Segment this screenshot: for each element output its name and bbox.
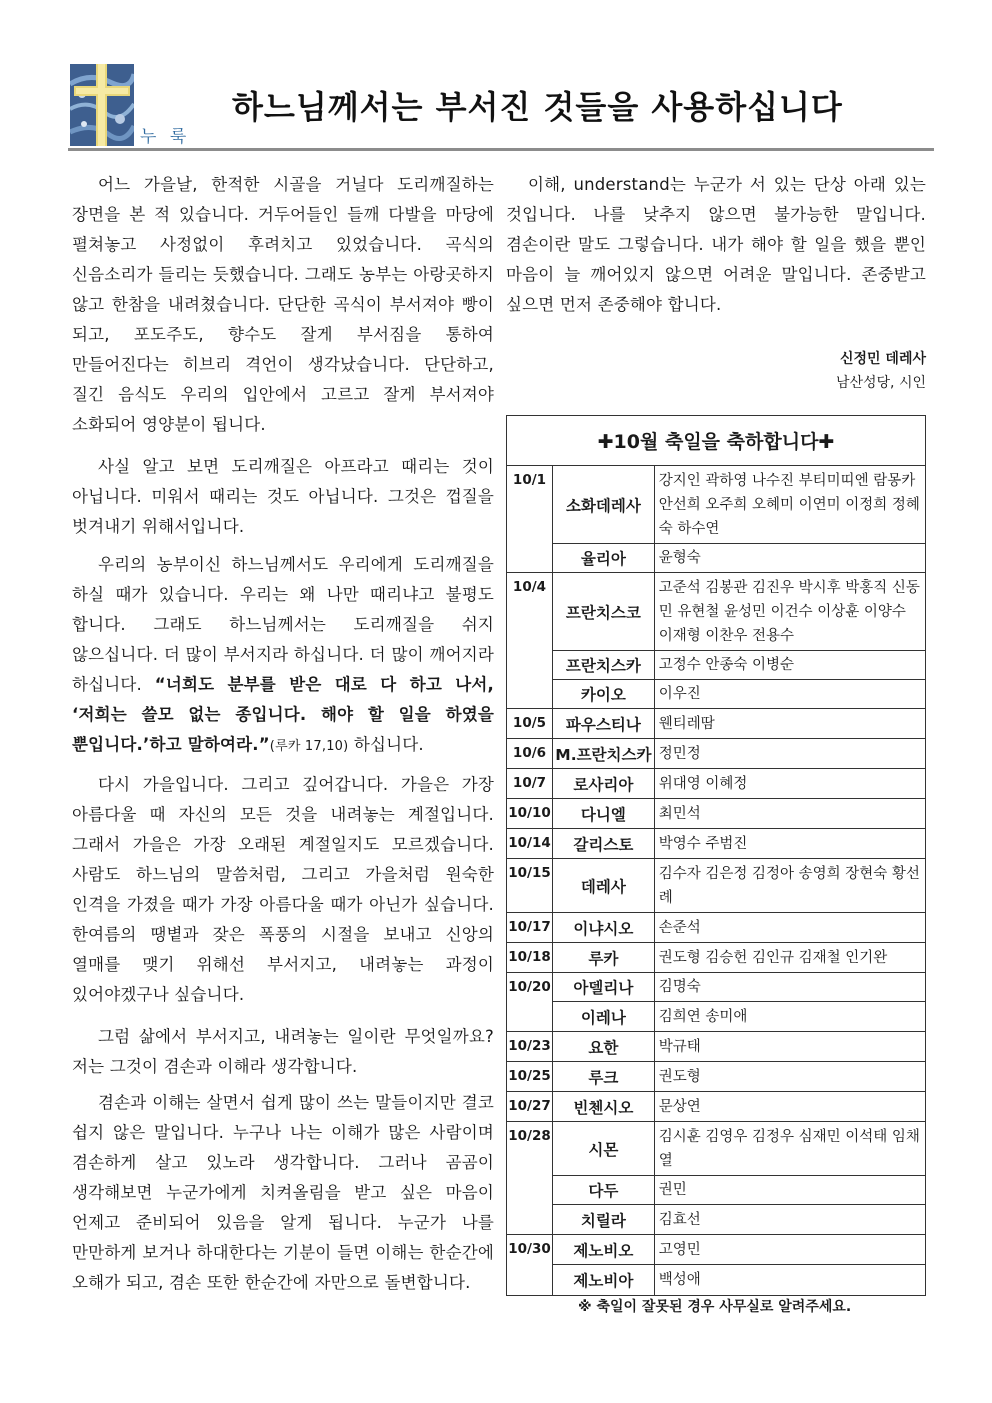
feast-celebrant-names: 김시훈 김영우 김정우 심재민 이석태 임채열 (654, 1122, 925, 1176)
feast-saint-name: 아델리나 (552, 973, 654, 1002)
feast-saint-name: 소화데레사 (552, 466, 654, 544)
table-row (507, 859, 926, 913)
feast-date: 10/17 (507, 913, 553, 943)
table-row (507, 799, 926, 829)
feast-saint-name: 제노비오 (552, 1235, 654, 1265)
feast-date: 10/28 (507, 1122, 553, 1235)
table-row (507, 1122, 926, 1176)
table-row (507, 1032, 926, 1062)
feast-date: 10/23 (507, 1032, 553, 1062)
feast-date: 10/27 (507, 1092, 553, 1122)
article-paragraph: 어느 가을날, 한적한 시골을 거닐다 도리깨질하는 장면을 본 적 있습니다. 거두어들인 들깨 다발을 마당에 펼쳐놓고 사정없이 후려치고 있었습니다. 곡식의 신음소리가 들리는 듯했습니다. 그래도 농부는 아랑곳하지 않고 한참을 내려쳤습니다. 단단한 곡식이 부서져야 빵이 되고, 포도주도, 향수도 잘게 부서짐을 통하여 만들어진다는 히브리 격언이 생각났습니다. 단단하고, 질긴 음식도 우리의 입안에서 고르고 잘게 부서져야 소화되어 영양분이 됩니다. (72, 175, 494, 434)
table-row (507, 466, 926, 544)
paragraph-text: 우리의 농부이신 하느님께서도 우리에게 도리깨질을 하실 때가 있습니다. 우리는 왜 나만 때리냐고 불평도 합니다. 그래도 하느님께서는 도리깨질을 쉬지 않으십니다. 더 많이 부서지라 하십니다. 더 많이 깨어지라 하십니다. (72, 555, 494, 694)
article-paragraph: 겸손과 이해는 살면서 쉽게 많이 쓰는 말들이지만 결코 쉽지 않은 말입니다. 누구나 나는 이해가 많은 사람이며 겸손하게 살고 있노라 생각합니다. 그러나 곰곰이 생각해보면 누군가에게 치켜올림을 받고 싶은 마음이 언제고 준비되어 있음을 알게 됩니다. 누군가 나를 만만하게 보거나 하대한다는 기분이 들면 이해는 한순간에 오해가 되고, 겸손 또한 한순간에 자만으로 돌변합니다. (72, 1093, 494, 1292)
feast-celebrant-names: 김희연 송미애 (654, 1002, 925, 1032)
page-title: 하느님께서는 부서진 것들을 사용하십니다 (232, 88, 843, 126)
feast-saint-name: 로사리아 (552, 769, 654, 799)
feast-saint-name: 이냐시오 (552, 913, 654, 943)
table-row (507, 544, 926, 573)
feast-saint-name: 루카 (552, 943, 654, 973)
scripture-quote: “너희도 분부를 받은 대로 다 하고 나서, ‘저희는 쓸모 없는 종입니다. 해야 할 일을 하였을 뿐입니다.’하고 말하여라.” (72, 675, 495, 754)
page-header (68, 62, 934, 152)
feast-date: 10/18 (507, 943, 553, 973)
feast-celebrant-names: 김수자 김은정 김정아 송영희 장현숙 황선례 (654, 859, 925, 913)
table-row (507, 973, 926, 1002)
feast-celebrant-names: 박영수 주범진 (654, 829, 925, 859)
feast-celebrant-names: 윤형숙 (654, 544, 925, 573)
feast-celebrant-names: 고준석 김봉관 김진우 박시후 박홍직 신동민 유현철 윤성민 이건수 이상훈 이양수 이재형 이찬우 전용수 (654, 573, 925, 651)
table-row (507, 769, 926, 799)
article-paragraph: 사실 알고 보면 도리깨질은 아프라고 때리는 것이 아닙니다. 미워서 때리는 것도 아닙니다. 그것은 껍질을 벗겨내기 위해서입니다. (72, 457, 494, 536)
feast-celebrant-names: 문상연 (654, 1092, 925, 1122)
feast-table-title: ✚10월 축일을 축하합니다✚ (507, 416, 926, 466)
table-row (507, 1062, 926, 1092)
table-row (507, 1205, 926, 1235)
feast-date: 10/1 (507, 466, 553, 573)
table-row (507, 1002, 926, 1032)
feast-saint-name: M.프란치스카 (552, 739, 654, 769)
feast-celebrant-names: 권도형 김승헌 김인규 김재철 인기완 (654, 943, 925, 973)
table-row (507, 651, 926, 680)
feast-saint-name: 이레나 (552, 1002, 654, 1032)
table-row (507, 943, 926, 973)
feast-day-table (506, 415, 926, 1296)
feast-saint-name: 요한 (552, 1032, 654, 1062)
feast-celebrant-names: 웬티레땀 (654, 709, 925, 739)
author-name: 신정민 데레사 (839, 351, 926, 367)
feast-date: 10/20 (507, 973, 553, 1032)
feast-celebrant-names: 고정수 안종숙 이병순 (654, 651, 925, 680)
feast-saint-name: 제노비아 (552, 1265, 654, 1296)
table-row (507, 829, 926, 859)
feast-date: 10/6 (507, 739, 553, 769)
feast-celebrant-names: 김명숙 (654, 973, 925, 1002)
feast-celebrant-names: 백성애 (654, 1265, 925, 1296)
feast-celebrant-names: 김효선 (654, 1205, 925, 1235)
paragraph-tail: 하십니다. (348, 735, 424, 754)
feast-date: 10/14 (507, 829, 553, 859)
feast-saint-name: 율리아 (552, 544, 654, 573)
section-label: 누 룩 (140, 127, 191, 147)
feast-date: 10/30 (507, 1235, 553, 1296)
feast-saint-name: 데레사 (552, 859, 654, 913)
feast-saint-name: 프란치스카 (552, 651, 654, 680)
feast-saint-name: 갈리스토 (552, 829, 654, 859)
feast-saint-name: 빈첸시오 (552, 1092, 654, 1122)
cross-stained-glass-icon (70, 64, 134, 146)
table-row (507, 1092, 926, 1122)
feast-celebrant-names: 최민석 (654, 799, 925, 829)
table-row (507, 709, 926, 739)
feast-saint-name: 파우스티나 (552, 709, 654, 739)
feast-saint-name: 카이오 (552, 680, 654, 709)
table-row (507, 1265, 926, 1296)
feast-date: 10/5 (507, 709, 553, 739)
feast-celebrant-names: 고영민 (654, 1235, 925, 1265)
article-paragraph (72, 550, 494, 762)
header-divider (68, 148, 934, 151)
article-paragraph: 이해, understand는 누군가 서 있는 단상 아래 있는 것입니다. 나를 낮추지 않으면 불가능한 말입니다. 겸손이란 말도 그렇습니다. 내가 해야 할 일을 했을 뿐인 마음이 늘 깨어있지 않으면 어려운 말입니다. 존중받고 싶으면 먼저 존중해야 합니다. (506, 175, 926, 314)
table-row (507, 913, 926, 943)
feast-celebrant-names: 이우진 (654, 680, 925, 709)
table-row (507, 739, 926, 769)
feast-celebrant-names: 손준석 (654, 913, 925, 943)
article-paragraph: 그럼 삶에서 부서지고, 내려놓는 일이란 무엇일까요? 저는 그것이 겸손과 이해라 생각합니다. (72, 1027, 494, 1076)
feast-saint-name: 시몬 (552, 1122, 654, 1176)
feast-celebrant-names: 강지인 곽하영 나수진 부티미띠엔 람몽카 안선희 오주희 오혜미 이연미 이정희 정혜숙 하수연 (654, 466, 925, 544)
feast-date: 10/7 (507, 769, 553, 799)
feast-date: 10/10 (507, 799, 553, 829)
feast-celebrant-names: 권민 (654, 1176, 925, 1205)
table-row (507, 680, 926, 709)
feast-saint-name: 루크 (552, 1062, 654, 1092)
feast-date: 10/15 (507, 859, 553, 913)
scripture-reference: (루카 17,10) (269, 739, 349, 754)
article-paragraph: 다시 가을입니다. 그리고 깊어갑니다. 가을은 가장 아름다울 때 자신의 모든 것을 내려놓는 계절입니다. 그래서 가을은 가장 오래된 계절일지도 모르겠습니다. 사람도 하느님의 말씀처럼, 그리고 가을처럼 원숙한 인격을 가졌을 때가 가장 아름다울 때가 아닌가 싶습니다. 한여름의 땡볕과 잦은 폭풍의 시절을 보내고 신앙의 열매를 맺기 위해선 부서지고, 내려놓는 과정이 있어야겠구나 싶습니다. (72, 775, 494, 1004)
feast-celebrant-names: 위대영 이혜정 (654, 769, 925, 799)
feast-celebrant-names: 정민정 (654, 739, 925, 769)
feast-saint-name: 프란치스코 (552, 573, 654, 651)
table-row (507, 1176, 926, 1205)
feast-saint-name: 다두 (552, 1176, 654, 1205)
feast-date: 10/25 (507, 1062, 553, 1092)
feast-table-note: ※ 축일이 잘못된 경우 사무실로 알려주세요. (578, 1299, 852, 1315)
table-row (507, 1235, 926, 1265)
feast-celebrant-names: 권도형 (654, 1062, 925, 1092)
feast-celebrant-names: 박규태 (654, 1032, 925, 1062)
feast-saint-name: 다니엘 (552, 799, 654, 829)
table-row (507, 573, 926, 651)
feast-saint-name: 치릴라 (552, 1205, 654, 1235)
feast-date: 10/4 (507, 573, 553, 709)
author-role: 남산성당, 시인 (835, 375, 926, 391)
